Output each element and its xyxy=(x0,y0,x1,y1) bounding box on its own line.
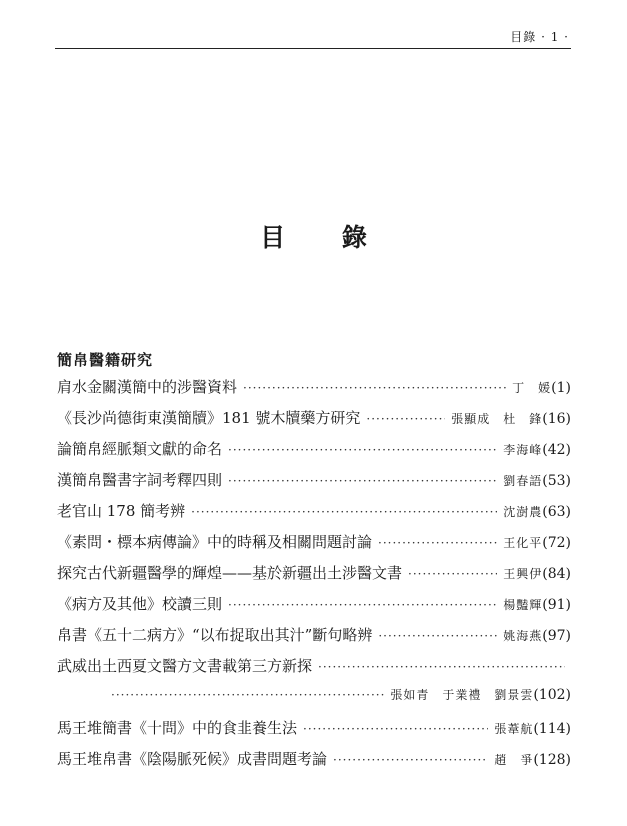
toc-entry-page: (114) xyxy=(533,721,571,737)
toc-entry[interactable] xyxy=(57,438,571,469)
dot-leader xyxy=(228,443,497,457)
header-rule xyxy=(55,48,571,49)
toc-entry-title: 《長沙尚德街東漢簡牘》181 號木牘藥方研究 xyxy=(57,409,361,427)
dot-leader xyxy=(318,660,565,674)
dot-leader xyxy=(303,722,488,736)
toc-entry[interactable] xyxy=(57,531,571,562)
toc-entry-title: 《素問・標本病傳論》中的時稱及相關問題討論 xyxy=(57,533,373,551)
toc-entry-page: (1) xyxy=(551,380,571,396)
toc-entry-title: 老官山 178 簡考辨 xyxy=(57,502,186,520)
toc-entry-page: (72) xyxy=(542,535,571,551)
toc-entry-title: 肩水金關漢簡中的涉醫資料 xyxy=(57,378,238,396)
toc-entry-author: 沈澍農 xyxy=(503,505,543,519)
toc-entry-author: 張顯成 杜 鋒 xyxy=(451,412,543,426)
toc-entry[interactable] xyxy=(57,407,571,438)
toc-entry[interactable] xyxy=(57,624,571,655)
toc-entry[interactable] xyxy=(57,717,571,748)
toc-entry-title: 漢簡帛醫書字詞考釋四則 xyxy=(57,471,223,489)
table-of-contents xyxy=(57,376,571,779)
toc-entry-author: 劉春語 xyxy=(503,474,543,488)
toc-entry[interactable] xyxy=(57,562,571,593)
toc-entry-title: 論簡帛經脈類文獻的命名 xyxy=(57,440,223,458)
dot-leader xyxy=(333,753,488,767)
toc-entry[interactable] xyxy=(57,376,571,407)
toc-entry-title: 馬王堆簡書《十問》中的食韭養生法 xyxy=(57,719,298,737)
toc-entry-author: 丁 媛 xyxy=(512,381,552,395)
page-title: 目 錄 xyxy=(260,223,391,252)
toc-entry-title: 武威出土西夏文醫方文書載第三方新探 xyxy=(57,657,313,675)
toc-entry-title: 《病方及其他》校讀三則 xyxy=(57,595,223,613)
toc-entry-author: 楊豔輝 xyxy=(503,598,543,612)
dot-leader xyxy=(408,567,497,581)
toc-entry-author: 趙 爭 xyxy=(494,753,534,767)
toc-entry-author: 李海峰 xyxy=(503,443,543,457)
toc-entry[interactable] xyxy=(57,469,571,500)
toc-entry-author: 姚海燕 xyxy=(503,629,543,643)
dot-leader xyxy=(191,505,497,519)
dot-leader xyxy=(228,598,497,612)
toc-entry-page: (53) xyxy=(542,473,571,489)
toc-entry-author: 王化平 xyxy=(503,536,543,550)
toc-entry-author: 王興伊 xyxy=(503,567,543,581)
dot-leader xyxy=(111,688,384,702)
toc-entry-author: 張如青 于業禮 劉景雲 xyxy=(390,688,534,702)
toc-entry-page: (102) xyxy=(533,687,571,703)
toc-entry-title: 探究古代新疆醫學的輝煌——基於新疆出土涉醫文書 xyxy=(57,564,403,582)
toc-entry-page: (16) xyxy=(542,411,571,427)
toc-entry-page: (63) xyxy=(542,504,571,520)
toc-entry-author: 張葦航 xyxy=(494,722,534,736)
toc-entry-title: 帛書《五十二病方》“以布捉取出其汁”斷句略辨 xyxy=(57,626,373,644)
toc-entry-title: 馬王堆帛書《陰陽脈死候》成書問題考論 xyxy=(57,750,328,768)
running-head: 目錄 · 1 · xyxy=(510,30,569,44)
dot-leader xyxy=(228,474,497,488)
dot-leader xyxy=(378,629,497,643)
toc-entry-page: (97) xyxy=(542,628,571,644)
dot-leader xyxy=(366,412,445,426)
dot-leader xyxy=(378,536,497,550)
toc-entry[interactable] xyxy=(57,500,571,531)
toc-entry-page: (42) xyxy=(542,442,571,458)
toc-entry-continuation[interactable] xyxy=(57,686,571,717)
section-heading: 簡帛醫籍研究 xyxy=(57,351,154,369)
toc-entry[interactable] xyxy=(57,593,571,624)
dot-leader xyxy=(243,381,506,395)
toc-entry-page: (91) xyxy=(542,597,571,613)
toc-entry[interactable] xyxy=(57,748,571,779)
toc-entry-first-line[interactable] xyxy=(57,655,571,686)
toc-entry-page: (84) xyxy=(542,566,571,582)
toc-entry-page: (128) xyxy=(533,752,571,768)
